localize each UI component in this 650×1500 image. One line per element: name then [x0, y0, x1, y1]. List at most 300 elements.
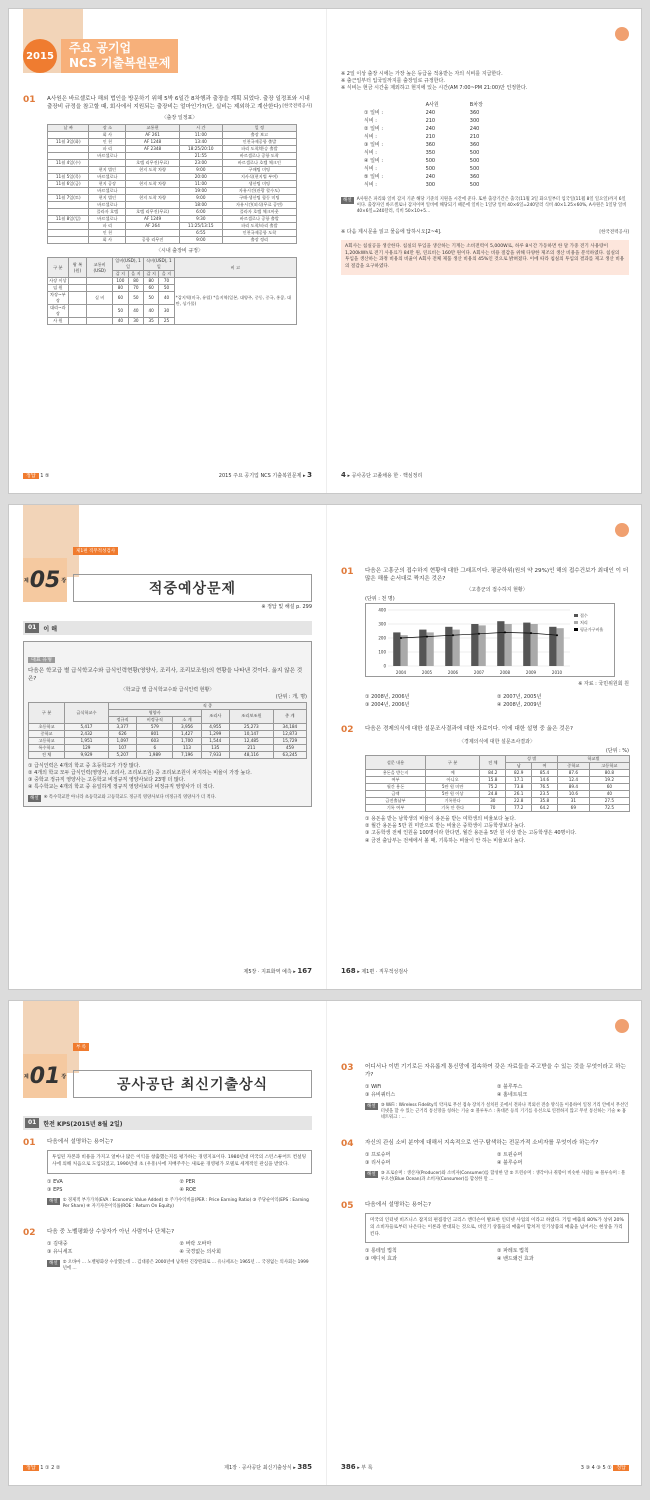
- footer-title: 제1장 · 공사공단 최신기출상식: [224, 1465, 292, 1471]
- table-cell: 211: [230, 744, 274, 751]
- x-tick-label: 2006: [447, 670, 459, 676]
- chart-source: ※ 자료 : 국민위원회 원: [578, 681, 629, 688]
- answer-reference: ※ 정답 및 해설 p. 299: [261, 604, 312, 610]
- table-header-cell: 성 별: [506, 756, 558, 763]
- table-header-row: [48, 125, 297, 132]
- table-cell: 89.4: [557, 784, 589, 791]
- y-tick-label: 200: [378, 635, 386, 641]
- group-instruction: ※ 다음 제시문을 읽고 물음에 답하시오[2~4].: [341, 228, 442, 235]
- table-cell: 11:00: [179, 132, 222, 139]
- table-header-cell: 직 종: [108, 702, 306, 709]
- table-cell: 시 간: [179, 125, 222, 132]
- table-cell: 9:00: [179, 237, 222, 244]
- table-cell: 1,427: [173, 730, 201, 737]
- legend-label: 처리: [580, 620, 588, 626]
- table-header-cell: 학교별: [557, 756, 629, 763]
- cost-table: [47, 257, 297, 325]
- table-cell: 35: [144, 318, 159, 325]
- table-cell: 초등학교: [29, 723, 65, 730]
- table-cell: 중학교: [29, 730, 65, 737]
- answer-note: [365, 1103, 629, 1121]
- staff-table: [28, 702, 307, 759]
- owl-mascot-icon: [615, 1019, 629, 1033]
- table-cell: 실 비: [87, 292, 113, 305]
- question-text: 다음에서 설명하는 용어는?: [365, 1202, 431, 1208]
- question-text: A사원은 바르셀로나 해외 법인을 방문하기 위해 5박 6일간 8차행과 출장을 계획 되었다. 출장 일정표와 시내 출장비 규정을 참고할 때, 회사에서 지원되는 출장비는 얼마인가?(단, 실비는 제외하고 계산한다): [47, 96, 310, 110]
- question-2: [23, 1228, 312, 1272]
- page-number: 4: [341, 471, 346, 479]
- table-cell: 12,873: [273, 730, 306, 737]
- table-cell: 50: [159, 285, 174, 292]
- table-cell: 금액: [366, 791, 426, 798]
- table-row: [29, 737, 307, 744]
- survey-table: [365, 755, 630, 812]
- answer-explanation: ② 오바마 … 노벨평화상 수상했는데 … 김대중은 2000년에 남북한 긴장완화로 … 유니세프는 1965년 … 국경없는 의사회는 1999년에 …: [62, 1259, 309, 1271]
- table-cell: 을 지: [128, 271, 143, 278]
- table-cell: 40: [113, 318, 129, 325]
- option-item: ④ 홈네트워크: [497, 1092, 528, 1098]
- question-source: [한국전력공사]: [282, 104, 312, 109]
- table-cell: 자유시간(외식(무료 공연): [222, 202, 296, 209]
- table-cell: 35.8: [532, 798, 558, 805]
- question-number: 05: [341, 1201, 354, 1211]
- spread-3: [8, 1000, 642, 1486]
- bar: [556, 629, 563, 667]
- table-row: [366, 805, 630, 812]
- table-cell: 바르셀로나: [89, 153, 126, 160]
- question-number: 02: [23, 1227, 36, 1238]
- table-cell: 기록 안 한다: [425, 805, 479, 812]
- table-cell: 14.6: [532, 777, 558, 784]
- page-168: [326, 505, 643, 989]
- table-cell: 6:00: [179, 209, 222, 216]
- option-item: ③ 리서슈머: [365, 1160, 391, 1166]
- table-cell: 장 소: [89, 125, 126, 132]
- table-cell: 금전출납부: [366, 798, 426, 805]
- table-cell: 70: [128, 285, 143, 292]
- table-header-cell: 조리보조원: [230, 709, 274, 723]
- question-text: 다음 중 노벨평화상 수상자가 아닌 사람이나 단체는?: [47, 1228, 175, 1235]
- table-cell: 11월 7일(토): [48, 195, 89, 202]
- table-cell: 식비 :: [364, 133, 377, 140]
- table-cell: 회 사: [89, 132, 126, 139]
- table-row: [48, 188, 297, 195]
- chart-wrapper: [365, 596, 629, 688]
- table-cell: 72.5: [589, 805, 629, 812]
- option-item: ③ 유니세프: [47, 1248, 73, 1255]
- table-cell: 24.8: [480, 791, 506, 798]
- table-cell: 구매·생산팀 합동 미팅: [222, 195, 296, 202]
- table-row: [366, 770, 630, 777]
- page-footer: 168 ▸ 제1편 · 직무적성검사: [341, 967, 408, 975]
- table-cell: 현지 법인: [89, 167, 126, 174]
- x-tick-label: 2008: [499, 670, 511, 676]
- table-cell: [126, 230, 180, 237]
- line-point: [478, 633, 480, 635]
- table-cell: 23.5: [532, 791, 558, 798]
- table-cell: 73.8: [506, 784, 532, 791]
- answer-tag: 정답: [23, 1465, 39, 1471]
- table-cell: 25: [159, 318, 174, 325]
- table-cell: 13:40: [179, 139, 222, 146]
- answer-note: [341, 197, 629, 215]
- option-item: ④ 밴드왜건 효과: [497, 1256, 534, 1263]
- table-cell: 회 사: [89, 237, 126, 244]
- table-row: [48, 237, 297, 244]
- table-cell: 360: [469, 109, 480, 116]
- table-cell: 고등학교: [589, 763, 629, 770]
- answer-tag: 정답: [613, 1465, 629, 1471]
- table-cell: 특수학교: [29, 744, 65, 751]
- page-3: [9, 9, 326, 493]
- table-cell: 현지 도착 차량: [126, 181, 180, 188]
- question-5: [341, 1201, 629, 1263]
- table-cell: 40: [159, 292, 174, 305]
- table-cell: 갑 지: [144, 271, 159, 278]
- table-cell: AF 261: [126, 132, 180, 139]
- bar: [471, 624, 478, 666]
- table-header-cell: 급식학교수: [65, 702, 109, 723]
- table-cell: 19:00: [179, 188, 222, 195]
- table-cell: 135: [201, 744, 229, 751]
- table-cell: 23:00: [179, 160, 222, 167]
- x-tick-label: 2009: [525, 670, 537, 676]
- table-cell: 자유시간(관광 할수도): [222, 188, 296, 195]
- answer-label: 해설: [367, 1172, 376, 1177]
- page-number: 167: [297, 967, 312, 975]
- line-point: [452, 635, 454, 637]
- option-row: [363, 157, 513, 165]
- bar: [530, 624, 537, 666]
- question-text: 다음에서 설명하는 용어는?: [47, 1139, 113, 1145]
- choice-item: ② 월간 용돈을 5만 원 미만으로 받는 비율은 중학생이 고등학생보다 높다.: [365, 823, 526, 830]
- bar: [497, 622, 504, 667]
- table-cell: 60: [144, 285, 159, 292]
- page-386: [326, 1001, 643, 1485]
- table-cell: 호텔 리무진(무료): [126, 209, 180, 216]
- table-cell: 77.2: [506, 805, 532, 812]
- table-cell: 360: [469, 173, 480, 180]
- year-badge: 2015: [23, 39, 57, 73]
- table-cell: 26.1: [506, 791, 532, 798]
- table-cell: 용돈을 받는지: [366, 770, 426, 777]
- table-row: [48, 223, 297, 230]
- table-row: [48, 174, 297, 181]
- option-item: ② 2007년, 2005년: [497, 693, 542, 700]
- question-text: 다음은 경제의식에 대한 설문조사결과에 대한 자료이다. 이에 대한 설명 중 옳은 것은?: [365, 725, 574, 732]
- table-cell: 34,184: [273, 723, 306, 730]
- table-cell: 현지 도착 차량: [126, 195, 180, 202]
- table-cell: 19.2: [589, 777, 629, 784]
- table-cell: [48, 209, 89, 216]
- page-footer: 386 ▸ 부 록 3 ③ 4 ③ 5 ① 정답: [341, 1463, 629, 1471]
- option-item: ④ 국경없는 의사회: [179, 1248, 221, 1255]
- bar: [478, 626, 485, 667]
- table-row: [366, 784, 630, 791]
- y-tick-label: 400: [378, 607, 386, 613]
- table-cell: 소 계: [173, 716, 201, 723]
- table-header-cell: 구 분: [48, 258, 69, 278]
- table-cell: 626: [108, 730, 136, 737]
- table-cell: 1,097: [108, 737, 136, 744]
- question-text: 다음은 학교급 별 급식학교수와 급식인력현황(영양사, 조리사, 조리보조원)의 현황을 나타낸 것이다. 옳지 않은 것은?: [28, 668, 303, 683]
- table-cell: [126, 188, 180, 195]
- table-header-row: [366, 756, 630, 763]
- question-text: 어디서나 이번 기기로든 자유롭게 통신망에 접속하여 갖은 자료들을 주고받을 수 있는 것을 무엇이라고 하는가?: [365, 1064, 626, 1078]
- table-cell: 사장 이상: [49, 278, 67, 284]
- table-cell: 11:25/13:15: [179, 223, 222, 230]
- page-385: [9, 1001, 326, 1485]
- choices: [28, 763, 307, 792]
- schedule-table: [47, 124, 297, 244]
- answer-explanation: ③ WiFi : Wireless Fidelity의 약자로 무선 접속 장치가 설치된 곳에서 전파나 적외선 전송 방식을 이용하여 일정 거리 안에서 무선인터넷을 할 수 있는 근거리 통신망을 칭하는 기술 ② 블루투스 : 휴대폰 등의 기기를 유선으로 연결하지 않고 무선 통신하는 기술 ④ 홈네트워크 : …: [380, 1103, 629, 1120]
- option-item: ② 트윈슈머: [497, 1152, 523, 1158]
- q1-options: [47, 1178, 312, 1194]
- question-box: 미국의 인터넷 비즈니스 잡지의 편집장인 크리스 앤더슨이 발표한 인터넷 사업의 이라고 하였다. 기업 매출의 80%가 상위 20%의 소비자들로부터 나온다는 이론과 반대되는 것으로, 비인기 상품들의 매출이 합쳐져 인기상품의 매출을 넘어서는 현상을 가리킨다.: [365, 1213, 629, 1243]
- table-cell: 500: [469, 181, 480, 188]
- table-cell: [87, 278, 113, 285]
- table-cell: 40: [589, 791, 629, 798]
- answer-label: 해설: [367, 1104, 376, 1109]
- table-cell: 25,273: [230, 723, 274, 730]
- table-cell: 80: [128, 278, 143, 285]
- table-cell: 바르셀로나: [89, 188, 126, 195]
- footer-answers: 1 ⑤: [40, 472, 50, 479]
- table-cell: 인천국제공항 도착: [222, 230, 296, 237]
- table-cell: 차장~부장: [48, 292, 69, 305]
- section-number: 01: [25, 623, 39, 633]
- table-cell: 공항 리무진: [126, 237, 180, 244]
- table-cell: 플라자 호텔: [89, 209, 126, 216]
- y-tick-label: 100: [378, 649, 386, 655]
- table-unit: (단위 : %): [605, 747, 629, 754]
- banner-line-1: 주요 공기업: [69, 41, 132, 55]
- table-cell: 11월 5일(목): [48, 174, 89, 181]
- table-cell: 40: [128, 305, 143, 318]
- table-cell: 9:00: [179, 195, 222, 202]
- chart-title: 〈고흥군의 접수하지 현황〉: [466, 587, 528, 593]
- option-row: [363, 173, 513, 181]
- table-cell: 30: [128, 318, 143, 325]
- table-cell: 11월 6일(금): [48, 181, 89, 188]
- table-cell: 9:00: [179, 167, 222, 174]
- legend-label: 접수: [580, 613, 588, 619]
- schedule-caption: 〈출장 일정표〉: [161, 115, 198, 121]
- table-cell: 6:55: [179, 230, 222, 237]
- answer-explanation: A사원은 파리와 일비 갑지 기준 해당 기준의 지원을 시간에 준다. 또한 출장기간은 출국(11월 3일 화요일부터 입국일(11월 8일 일요일)까지 6일이다. 출장자인 바르셀로나 갑지이며 일비에 해당되기 때문에 일비는 1일당 일비 40×6일=240달러 식비 40×1.25×60%, A사원은 1일당 일비 40×6일=240달러, 식비 50×10+5…: [356, 196, 627, 214]
- table-cell: [68, 285, 87, 292]
- table-cell: 2,432: [65, 730, 109, 737]
- legend-label: 평균가구비율: [580, 627, 604, 633]
- table-cell: 11월 3일(화): [48, 139, 89, 146]
- table-cell: ③ 일비 :: [364, 141, 384, 148]
- option-item: ④ ROE: [179, 1186, 197, 1193]
- table-cell: [48, 223, 89, 230]
- table-cell: [48, 202, 89, 209]
- x-tick-label: 2004: [395, 670, 407, 676]
- table-cell: [68, 318, 87, 325]
- table-row: [366, 791, 630, 798]
- table-cell: 정규직: [108, 716, 136, 723]
- table-cell: AF 2348: [126, 146, 180, 153]
- table-cell: 12.4: [557, 777, 589, 784]
- table-cell: 5,417: [65, 723, 109, 730]
- table-cell: 5만 원 미만: [425, 784, 479, 791]
- question-text: 다음은 고흥군의 접수하지 현황에 대한 그래프이다. 평균하위(원의 약 29%)인 해의 접수건보가 최대인 이 더 많은 해를 순서대로 짝지은 것은?: [365, 568, 629, 582]
- table-cell: [48, 237, 89, 244]
- table-cell: 69: [557, 805, 589, 812]
- table-cell: 5,207: [108, 751, 136, 758]
- option-item: ④ 2008년, 2009년: [497, 701, 542, 708]
- table-cell: 50: [113, 305, 129, 318]
- group-source: [한국전력공사]: [599, 229, 629, 235]
- table-cell: 4,955: [201, 723, 229, 730]
- table-cell: 교통편: [126, 125, 180, 132]
- question-number: 01: [23, 95, 36, 105]
- col-a-header: A사원: [425, 101, 439, 108]
- table-cell: [48, 230, 89, 237]
- table-cell: 남: [506, 763, 532, 770]
- q5-options: [365, 1247, 629, 1263]
- table-cell: 210: [425, 117, 436, 124]
- option-item: ① EVA: [47, 1178, 63, 1185]
- option-item: ③ 메디치 효과: [365, 1256, 397, 1263]
- y-tick-label: 300: [378, 621, 386, 627]
- table-header-cell: 구 분: [425, 756, 479, 770]
- answer-note: [47, 1260, 312, 1272]
- answer-label: 해설: [30, 796, 39, 802]
- bar: [393, 633, 400, 667]
- table-cell: 생산팀 미팅: [222, 181, 296, 188]
- table-unit: (단위 : 개, 명): [275, 694, 307, 701]
- y-tick-label: 0: [383, 663, 386, 669]
- bar-chart: [365, 603, 615, 677]
- line-point: [556, 635, 558, 637]
- footer-title: 제1편 · 직무적성검사: [361, 969, 408, 975]
- line-point: [400, 637, 402, 639]
- option-item: ③ 유비쿼터스: [365, 1092, 396, 1098]
- table-cell: [68, 305, 87, 318]
- table-cell: [68, 278, 87, 285]
- table-row: [48, 230, 297, 237]
- table-cell: 85.4: [532, 770, 558, 777]
- table-cell: 기록한다: [425, 798, 479, 805]
- table-row: [48, 278, 297, 285]
- spread-1: [8, 8, 642, 494]
- table-cell: 70: [159, 278, 174, 285]
- table-cell: 60: [589, 784, 629, 791]
- table-cell: 210: [469, 133, 480, 140]
- table-cell: 식비 :: [364, 165, 377, 172]
- table-header-cell: 일비(USD), 1일: [113, 258, 144, 271]
- table-row: [48, 146, 297, 153]
- choice-item: ④ 특수학교는 4개의 학교 중 유일하게 정규직 영양사보다 비정규직 영양사가 더 적다.: [28, 784, 215, 791]
- table-cell: 459: [273, 744, 306, 751]
- table-header-cell: 전 체: [480, 756, 506, 770]
- section-number: 01: [25, 1118, 39, 1128]
- choice-item: ② 4개의 학교 모두 급식인력(영양사, 조리사, 조리보조원) 중 조리보조원이 차지하는 비율이 가장 높다.: [28, 769, 252, 776]
- line-point: [504, 632, 506, 634]
- answer-explanation: ④ 특수학교만 아니라 초등학교와 고등학교도 정규직 영양사보다 비정규직 영양사가 더 적다.: [43, 795, 217, 801]
- table-cell: 예: [425, 770, 479, 777]
- table-cell: 전 체: [29, 751, 65, 758]
- cost-caption: 〈시내 출장비 규정〉: [156, 248, 203, 255]
- table-cell: 인 천: [89, 139, 126, 146]
- x-tick-label: 2010: [551, 670, 563, 676]
- table-cell: 500: [469, 149, 480, 156]
- table-cell: 식비 :: [364, 181, 377, 188]
- table-row: [48, 153, 297, 160]
- table-cell: 11월 8일(일): [48, 216, 89, 223]
- table-cell: 을 지: [159, 271, 174, 278]
- answer-note: [28, 795, 307, 802]
- table-cell: 240: [425, 173, 436, 180]
- option-item: ① 롱테일 법칙: [365, 1248, 397, 1255]
- table-cell: 파리 도착/파리 출발: [222, 223, 296, 230]
- chapter-header: [23, 558, 312, 602]
- answer-note: [365, 1171, 629, 1183]
- table-row: [366, 798, 630, 805]
- answer-note: [47, 1198, 312, 1210]
- table-cell: 바르셀로나: [89, 174, 126, 181]
- option-row: [363, 125, 513, 133]
- table-cell: [48, 153, 89, 160]
- table-cell: 비정규직: [137, 716, 173, 723]
- table-cell: [68, 292, 87, 305]
- table-row: [48, 181, 297, 188]
- table-cell: [126, 202, 180, 209]
- question-number: 01: [341, 567, 354, 577]
- answer-explanation: ① 경제적 부가가치(EVA : Economic Value Added) ② 주가수익비율(PER : Price Earning Ratio) ③ 주당순이익(EPS : Earning Per Share) ④ 자기자본이익률(ROE : Return On Equity): [62, 1197, 309, 1209]
- x-tick-label: 2007: [473, 670, 485, 676]
- table-cell: 9:30: [179, 216, 222, 223]
- table-cell: 갑 지: [113, 271, 129, 278]
- footer-title: 2015 주요 공기업 NCS 기출복원문제: [218, 473, 302, 479]
- table-header-cell: 왕 복(원): [68, 258, 87, 278]
- legend-swatch: [574, 614, 578, 617]
- option-row: [363, 117, 513, 125]
- table-row: [48, 202, 297, 209]
- table-cell: [87, 318, 113, 325]
- table-cell: 지사식(현지법 부여): [222, 174, 296, 181]
- table-cell: 40: [144, 305, 159, 318]
- table-cell: 17.1: [506, 777, 532, 784]
- page-footer: 정답 1 ⑤ 2015 주요 공기업 NCS 기출복원문제 ▸ 3: [23, 471, 312, 479]
- bar: [504, 624, 511, 666]
- table-cell: [126, 153, 180, 160]
- table-cell: 출장 보고: [222, 132, 296, 139]
- option-item: ① WiFi: [365, 1084, 382, 1090]
- question-1: [341, 567, 629, 583]
- table-cell: 84.2: [480, 770, 506, 777]
- owl-mascot-icon: [615, 27, 629, 41]
- option-row: [363, 165, 513, 173]
- answer-label: 해설: [343, 197, 352, 203]
- page-167: [9, 505, 326, 989]
- table-header-cell: 식비(USD), 1일: [144, 258, 175, 271]
- table-cell: 31: [557, 798, 589, 805]
- table-cell: ⑤ 일비 :: [364, 173, 384, 180]
- choice-item: ① 용돈을 받는 남학생의 비율이 용돈을 받는 여학생의 비율보다 높다.: [365, 816, 516, 823]
- page-footer: 제5장 · 지표화역 예측 ▸ 167: [243, 967, 312, 975]
- chart-unit: (단위 : 천 명): [365, 596, 395, 603]
- table-cell: [126, 174, 180, 181]
- notes-list: [341, 71, 629, 93]
- table-row: [48, 209, 297, 216]
- col-b-header: B차장: [469, 101, 483, 108]
- table-cell: 113: [173, 744, 201, 751]
- footer-title: 부 록: [361, 1465, 373, 1471]
